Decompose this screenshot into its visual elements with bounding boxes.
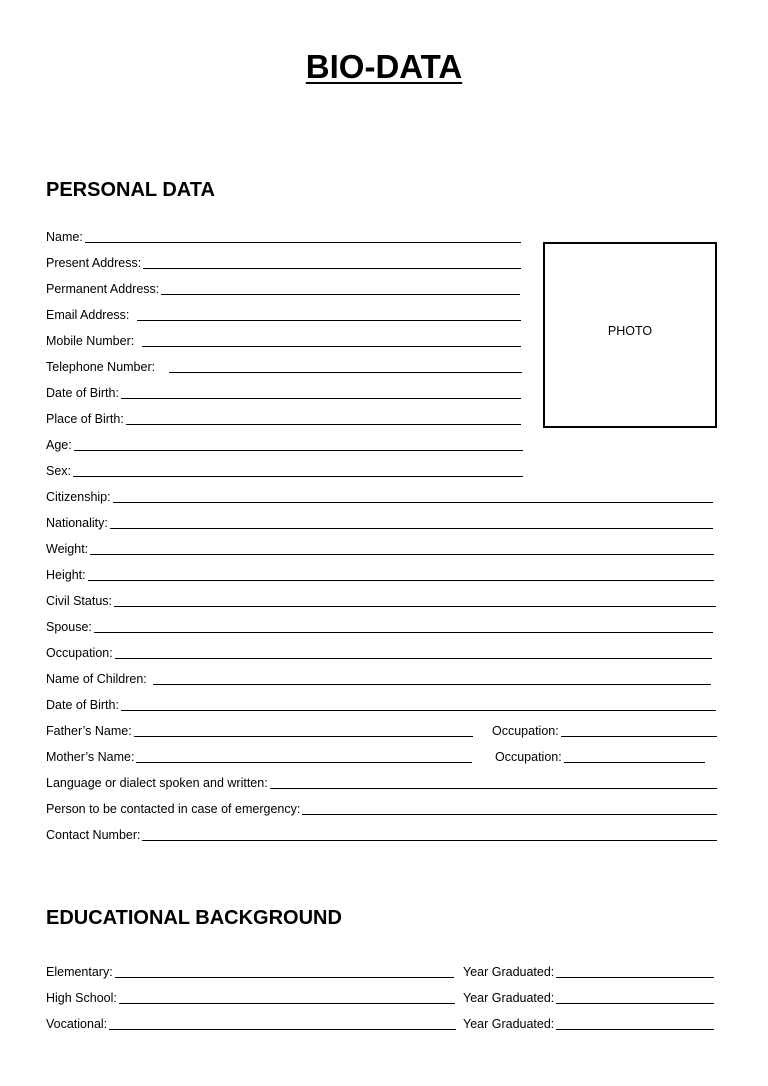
present-address-label: Present Address: — [46, 256, 142, 270]
citizenship-label: Citizenship: — [46, 490, 111, 504]
email-address-line[interactable] — [137, 320, 521, 321]
mobile-number-label: Mobile Number: — [46, 334, 135, 348]
mothers-name-line[interactable] — [136, 762, 472, 763]
permanent-address-field[interactable] — [46, 283, 520, 296]
elementary-line[interactable] — [115, 977, 454, 978]
vocational-field[interactable] — [46, 1018, 456, 1031]
name-label: Name: — [46, 230, 83, 244]
telephone-number-label: Telephone Number: — [46, 360, 156, 374]
permanent-address-line[interactable] — [161, 294, 520, 295]
vocational-year-field[interactable] — [463, 1018, 714, 1031]
high-school-year-label: Year Graduated: — [463, 991, 555, 1005]
fathers-name-field[interactable] — [46, 725, 473, 738]
name-of-children-field[interactable] — [46, 673, 711, 686]
name-line[interactable] — [85, 242, 521, 243]
high-school-year-field[interactable] — [463, 992, 714, 1005]
vocational-label: Vocational: — [46, 1017, 108, 1031]
personal-data-heading: PERSONAL DATA — [46, 179, 215, 201]
age-label: Age: — [46, 438, 72, 452]
height-line[interactable] — [88, 580, 714, 581]
nationality-field[interactable] — [46, 517, 713, 530]
date-of-birth-2-label: Date of Birth: — [46, 698, 119, 712]
email-address-field[interactable] — [46, 309, 521, 322]
emergency-contact-line[interactable] — [302, 814, 717, 815]
language-label: Language or dialect spoken and written: — [46, 776, 268, 790]
height-label: Height: — [46, 568, 86, 582]
spouse-label: Spouse: — [46, 620, 92, 634]
mothers-occupation-label: Occupation: — [495, 750, 562, 764]
mothers-occupation-field[interactable] — [495, 751, 705, 764]
name-of-children-label: Name of Children: — [46, 672, 147, 686]
nationality-line[interactable] — [110, 528, 713, 529]
sex-line[interactable] — [73, 476, 523, 477]
place-of-birth-label: Place of Birth: — [46, 412, 124, 426]
mothers-name-label: Mother’s Name: — [46, 750, 135, 764]
vocational-year-line[interactable] — [556, 1029, 714, 1030]
weight-label: Weight: — [46, 542, 89, 556]
present-address-field[interactable] — [46, 257, 521, 270]
mobile-number-field[interactable] — [46, 335, 521, 348]
elementary-year-line[interactable] — [556, 977, 714, 978]
contact-number-label: Contact Number: — [46, 828, 141, 842]
name-of-children-line[interactable] — [153, 684, 711, 685]
document-title: BIO-DATA — [305, 48, 463, 85]
language-line[interactable] — [270, 788, 717, 789]
civil-status-label: Civil Status: — [46, 594, 112, 608]
date-of-birth-field[interactable] — [46, 387, 521, 400]
contact-number-field[interactable] — [46, 829, 717, 842]
spouse-line[interactable] — [94, 632, 713, 633]
elementary-year-field[interactable] — [463, 966, 714, 979]
vocational-line[interactable] — [109, 1029, 456, 1030]
height-field[interactable] — [46, 569, 714, 582]
photo-box[interactable] — [543, 242, 717, 428]
permanent-address-label: Permanent Address: — [46, 282, 160, 296]
elementary-year-label: Year Graduated: — [463, 965, 555, 979]
spouse-field[interactable] — [46, 621, 713, 634]
date-of-birth-line[interactable] — [121, 398, 521, 399]
citizenship-field[interactable] — [46, 491, 713, 504]
age-line[interactable] — [74, 450, 523, 451]
telephone-number-line[interactable] — [169, 372, 522, 373]
nationality-label: Nationality: — [46, 516, 108, 530]
language-field[interactable] — [46, 777, 717, 790]
mobile-number-line[interactable] — [142, 346, 521, 347]
place-of-birth-field[interactable] — [46, 413, 521, 426]
telephone-number-field[interactable] — [46, 361, 522, 374]
date-of-birth-2-line[interactable] — [121, 710, 716, 711]
fathers-occupation-line[interactable] — [561, 736, 717, 737]
photo-label: PHOTO — [607, 324, 653, 338]
place-of-birth-line[interactable] — [126, 424, 521, 425]
fathers-name-line[interactable] — [134, 736, 473, 737]
high-school-line[interactable] — [119, 1003, 455, 1004]
mothers-name-field[interactable] — [46, 751, 472, 764]
civil-status-field[interactable] — [46, 595, 716, 608]
email-address-label: Email Address: — [46, 308, 130, 322]
high-school-field[interactable] — [46, 992, 455, 1005]
present-address-line[interactable] — [143, 268, 521, 269]
name-field[interactable] — [46, 231, 521, 244]
educational-background-heading: EDUCATIONAL BACKGROUND — [46, 907, 342, 929]
occupation-line[interactable] — [115, 658, 712, 659]
fathers-name-label: Father’s Name: — [46, 724, 132, 738]
emergency-contact-label: Person to be contacted in case of emergency: — [46, 802, 301, 816]
fathers-occupation-label: Occupation: — [492, 724, 559, 738]
elementary-label: Elementary: — [46, 965, 113, 979]
citizenship-line[interactable] — [113, 502, 713, 503]
fathers-occupation-field[interactable] — [492, 725, 717, 738]
weight-field[interactable] — [46, 543, 714, 556]
date-of-birth-2-field[interactable] — [46, 699, 716, 712]
sex-label: Sex: — [46, 464, 72, 478]
occupation-field[interactable] — [46, 647, 712, 660]
age-field[interactable] — [46, 439, 523, 452]
elementary-field[interactable] — [46, 966, 454, 979]
high-school-year-line[interactable] — [556, 1003, 714, 1004]
civil-status-line[interactable] — [114, 606, 716, 607]
weight-line[interactable] — [90, 554, 714, 555]
mothers-occupation-line[interactable] — [564, 762, 705, 763]
date-of-birth-label: Date of Birth: — [46, 386, 119, 400]
high-school-label: High School: — [46, 991, 117, 1005]
sex-field[interactable] — [46, 465, 523, 478]
emergency-contact-field[interactable] — [46, 803, 717, 816]
contact-number-line[interactable] — [142, 840, 717, 841]
vocational-year-label: Year Graduated: — [463, 1017, 555, 1031]
occupation-label: Occupation: — [46, 646, 113, 660]
